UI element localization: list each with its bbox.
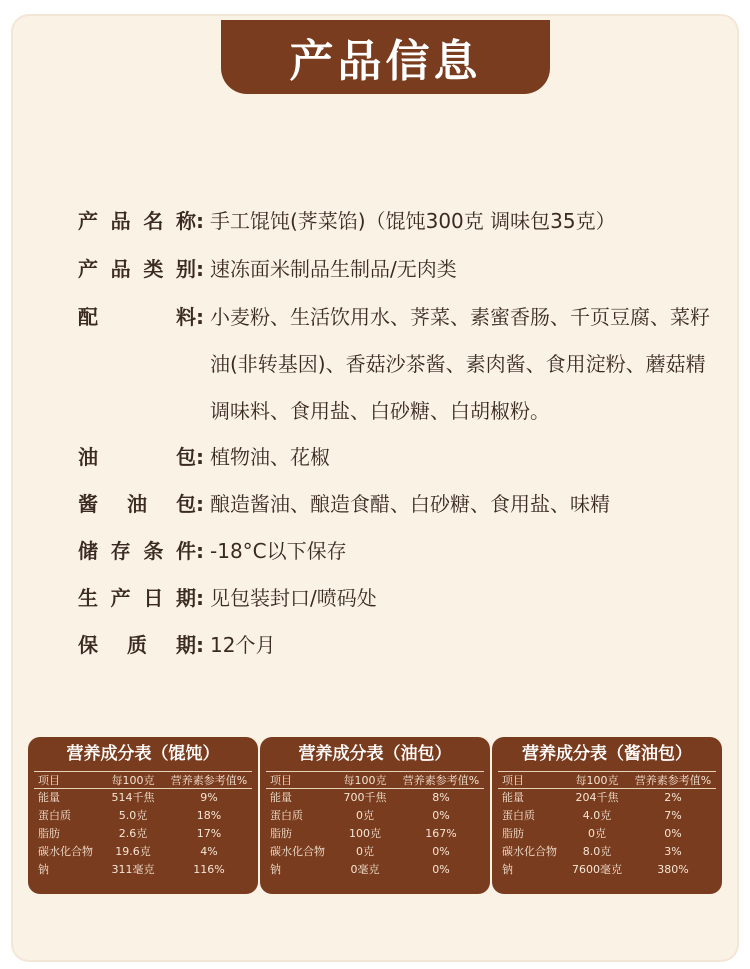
nutrition-cell: 5.0克 [118, 809, 148, 822]
nutrition-cell: 2.6克 [118, 827, 148, 840]
info-label: 产 品 名 称 [78, 209, 196, 233]
nutrition-cell: 能量 [502, 791, 524, 804]
nutrition-row [34, 843, 252, 861]
nutrition-cell: 脂肪 [38, 827, 60, 840]
nutrition-header-row [498, 771, 716, 789]
info-label: 储 存 条 件 [78, 539, 196, 563]
nutrition-grid [34, 771, 252, 879]
info-row-ingredients: 配 料 : 小麦粉、生活饮用水、荠菜、素蜜香肠、千页豆腐、菜籽油(非转基因)、香菇沙茶酱、素肉酱、食用淀粉、蘑菇精调味料、食用盐、白砂糖、白胡椒粉。 [78, 294, 720, 435]
nutrition-header-cell: 项目 [502, 774, 524, 787]
nutrition-table-title: 营养成分表（馄饨） [66, 744, 220, 764]
info-row-soy-packet: 酱 油 包 : 酿造酱油、酿造食醋、白砂糖、食用盐、味精 [78, 481, 720, 528]
nutrition-grid [498, 771, 716, 879]
nutrition-table-title: 营养成分表（酱油包） [522, 744, 692, 764]
info-value: 速冻面米制品生制品/无肉类 [210, 257, 457, 281]
nutrition-cell: 19.6克 [115, 845, 151, 858]
nutrition-cell: 0% [432, 809, 450, 822]
info-value: 手工馄饨(荠菜馅)（馄饨300克 调味包35克） [210, 209, 616, 233]
title-banner [221, 20, 550, 94]
nutrition-cell: 钠 [270, 863, 281, 876]
nutrition-cell: 脂肪 [270, 827, 292, 840]
info-label: 油 包 [78, 445, 196, 469]
nutrition-header-cell: 每100克 [575, 774, 619, 787]
info-label: 保 质 期 [78, 633, 196, 657]
nutrition-row [266, 807, 484, 825]
nutrition-cell: 脂肪 [502, 827, 524, 840]
nutrition-cell: 18% [196, 809, 222, 822]
nutrition-cell: 碳水化合物 [270, 845, 325, 858]
nutrition-header-cell: 每100克 [111, 774, 155, 787]
nutrition-row [266, 825, 484, 843]
nutrition-cell: 380% [657, 863, 689, 876]
info-row-category: 产 品 类 别 : 速冻面米制品生制品/无肉类 [78, 246, 720, 293]
nutrition-cell: 蛋白质 [502, 809, 535, 822]
nutrition-cell: 钠 [38, 863, 49, 876]
info-value: 酿造酱油、酿造食醋、白砂糖、食用盐、味精 [210, 492, 610, 516]
nutrition-cell: 0克 [356, 845, 374, 858]
nutrition-table-title: 营养成分表（油包） [298, 744, 452, 764]
nutrition-cell: 碳水化合物 [502, 845, 557, 858]
info-row-shelf-life: 保 质 期 : 12个月 [78, 622, 720, 669]
info-row-name: 产 品 名 称 : 手工馄饨(荠菜馅)（馄饨300克 调味包35克） [78, 198, 720, 245]
nutrition-row [498, 789, 716, 807]
nutrition-cell: 能量 [270, 791, 292, 804]
info-value: 12个月 [210, 633, 276, 657]
info-label: 配 料 [78, 305, 196, 329]
nutrition-cell: 116% [193, 863, 225, 876]
nutrition-row [498, 807, 716, 825]
nutrition-header-cell: 营养素参考值% [170, 774, 248, 787]
nutrition-cell: 碳水化合物 [38, 845, 93, 858]
nutrition-table-oil-packet [260, 737, 490, 894]
nutrition-cell: 4.0克 [582, 809, 612, 822]
nutrition-cell: 0% [432, 845, 450, 858]
nutrition-cell: 0毫克 [350, 863, 380, 876]
nutrition-header-cell: 营养素参考值% [402, 774, 480, 787]
info-row-oil-packet: 油 包 : 植物油、花椒 [78, 434, 720, 481]
info-value: -18°C以下保存 [210, 539, 347, 563]
nutrition-cell: 0% [664, 827, 682, 840]
nutrition-row [34, 807, 252, 825]
nutrition-row [266, 843, 484, 861]
nutrition-cell: 311毫克 [111, 863, 155, 876]
nutrition-cell: 2% [664, 791, 682, 804]
nutrition-cell: 能量 [38, 791, 60, 804]
nutrition-cell: 8% [432, 791, 450, 804]
nutrition-row [266, 861, 484, 879]
nutrition-row [266, 789, 484, 807]
nutrition-row [34, 861, 252, 879]
nutrition-row [498, 861, 716, 879]
nutrition-cell: 167% [425, 827, 457, 840]
nutrition-header-cell: 营养素参考值% [634, 774, 712, 787]
nutrition-cell: 钠 [502, 863, 513, 876]
nutrition-cell: 0克 [588, 827, 606, 840]
info-value: 植物油、花椒 [210, 445, 330, 469]
nutrition-cell: 9% [200, 791, 218, 804]
nutrition-cell: 0克 [356, 809, 374, 822]
info-row-production-date: 生 产 日 期 : 见包装封口/喷码处 [78, 575, 720, 622]
nutrition-table-wonton [28, 737, 258, 894]
info-label: 产 品 类 别 [78, 257, 196, 281]
nutrition-cell: 204千焦 [575, 791, 619, 804]
nutrition-header-row [266, 771, 484, 789]
nutrition-row [34, 789, 252, 807]
nutrition-header-cell: 每100克 [343, 774, 387, 787]
nutrition-row [498, 843, 716, 861]
nutrition-row [34, 825, 252, 843]
info-value: 见包装封口/喷码处 [210, 586, 377, 610]
nutrition-cell: 8.0克 [582, 845, 612, 858]
nutrition-cell: 7% [664, 809, 682, 822]
info-label: 酱 油 包 [78, 492, 196, 516]
page-title: 产品信息 [289, 36, 482, 87]
info-value: 小麦粉、生活饮用水、荠菜、素蜜香肠、千页豆腐、菜籽油(非转基因)、香菇沙茶酱、素肉酱、食用淀粉、蘑菇精调味料、食用盐、白砂糖、白胡椒粉。 [210, 305, 710, 423]
nutrition-row [498, 825, 716, 843]
nutrition-cell: 0% [432, 863, 450, 876]
nutrition-grid [266, 771, 484, 879]
info-row-storage: 储 存 条 件 : -18°C以下保存 [78, 528, 720, 575]
nutrition-header-cell: 项目 [38, 774, 60, 787]
nutrition-header-row [34, 771, 252, 789]
nutrition-cell: 700千焦 [343, 791, 387, 804]
nutrition-cell: 3% [664, 845, 682, 858]
nutrition-cell: 17% [196, 827, 222, 840]
nutrition-cell: 蛋白质 [270, 809, 303, 822]
nutrition-cell: 4% [200, 845, 218, 858]
nutrition-header-cell: 项目 [270, 774, 292, 787]
nutrition-cell: 蛋白质 [38, 809, 71, 822]
nutrition-table-soy-packet [492, 737, 722, 894]
nutrition-cell: 7600毫克 [572, 863, 622, 876]
nutrition-cell: 100克 [349, 827, 381, 840]
info-label: 生 产 日 期 [78, 586, 196, 610]
nutrition-cell: 514千焦 [111, 791, 155, 804]
